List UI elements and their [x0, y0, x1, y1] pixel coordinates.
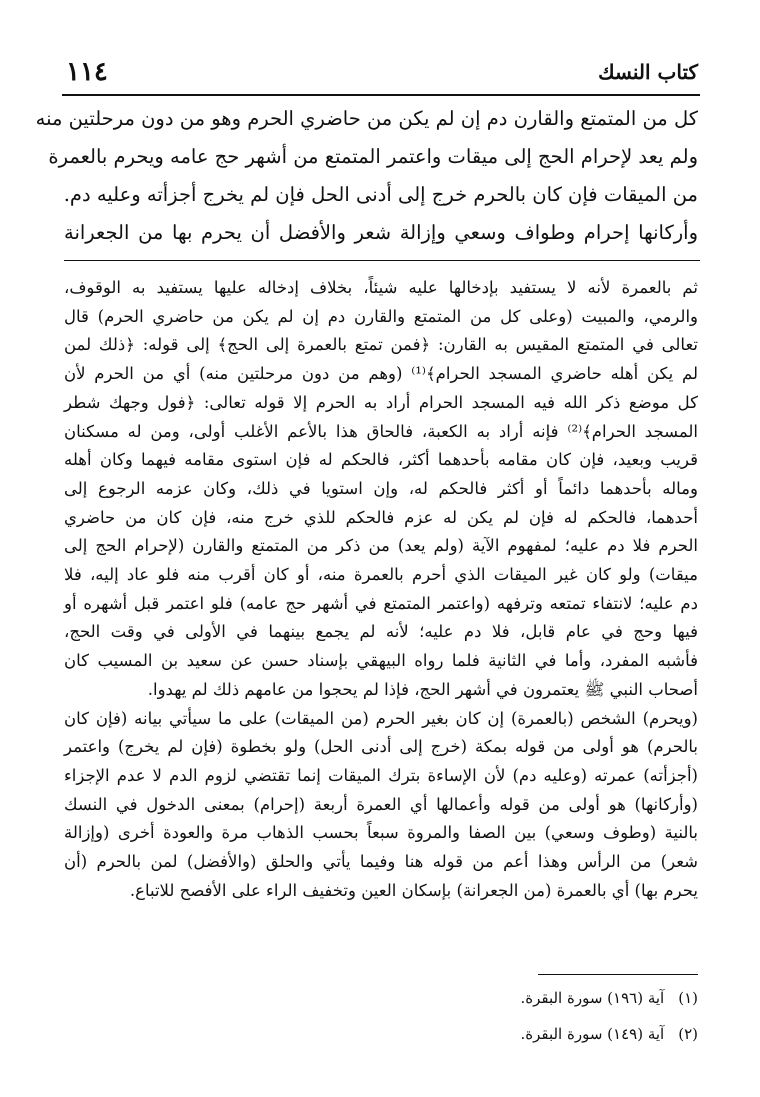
footnote-number: (٢) — [678, 1025, 698, 1043]
commentary-line: والرمي، والمبيت (وعلى كل من المتمتع والقارن دم إن لم يكن من حاضري الحرم) قال — [64, 306, 698, 326]
matn-line: من الميقات فإن كان بالحرم خرج إلى أدنى الحل فإن لم يخرج أجزأته وعليه دم. — [63, 183, 698, 206]
footnote-text: آية (١٤٩) سورة البقرة. — [520, 1025, 665, 1043]
footnote-rule — [538, 974, 698, 975]
commentary-line: أصحاب النبي ﷺ يعتمرون في أشهر الحج، فإذا لم يحجوا من عامهم ذلك لم يهدوا. — [147, 679, 698, 699]
commentary-line: (أجزأته) عمرته (وعليه دم) لأن الإساءة بترك الميقات إنما تقتضي لزوم الدم لا عدم الإجزاء — [64, 765, 698, 785]
commentary-line: بالحرم) هو أولى من قوله بمكة (خرج إلى أدنى الحل) ولو بخطوة (فإن لم يخرج) واعتمر — [64, 737, 698, 757]
commentary-line: فأشبه المفرد، وأما في الثانية فلما رواه البيهقي بإسناد حسن عن سعيد بن المسيب كان — [64, 651, 698, 671]
commentary-line: الحرم فلا دم عليه؛ لمفهوم الآية (ولم يعد) من ذكر من المتمتع والقارن (لإحرام الحج إلى — [64, 536, 698, 556]
matn-line: وأركانها إحرام وطواف وسعي وإزالة شعر والأفضل أن يحرم بها من الجعرانة — [64, 221, 698, 244]
commentary-line: قريب وبعيد، فإن كان مقامه بأحدهما أكثر، فالحكم له فإن استوى مقامه فيهما وكان أهله — [64, 450, 698, 470]
footnote-text: آية (١٩٦) سورة البقرة. — [520, 989, 665, 1007]
footnote-2 — [300, 1016, 698, 1052]
commentary-text — [64, 274, 698, 905]
footnote-1 — [300, 980, 698, 1016]
commentary-line: فيها وحج في عام قابل، فلا دم عليه؛ لأنه لم يجمع بينهما في الأولى في وقت الحج، — [64, 622, 698, 642]
commentary-line: (وأركانها) هو أولى من قوله وأعمالها أي العمرة أربعة (إحرام) بمعنى الدخول في النسك — [64, 794, 698, 814]
commentary-line: (ويحرم) الشخص (بالعمرة) إن كان بغير الحرم (من الميقات) على ما سيأتي بيانه (فإن كان — [64, 708, 698, 728]
commentary-line: أحدهما، فالحكم له فإن لم يكن له عزم فالحكم للذي خرج منه، فإن كان من حاضري — [64, 507, 698, 527]
footnotes — [300, 980, 698, 1052]
book-title: كتاب النسك — [598, 60, 698, 84]
matn-text — [35, 100, 698, 252]
commentary-line: يحرم بها) أي بالعمرة (من الجعرانة) بإسكان العين وتخفيف الراء على الأفصح للاتباع. — [129, 880, 698, 900]
matn-line: كل من المتمتع والقارن دم إن لم يكن من حاضري الحرم وهو من دون مرحلتين منه — [35, 107, 698, 130]
commentary-line: ثم بالعمرة لأنه لا يستفيد بإدخالها عليه شيئاً، بخلاف إدخاله عليها يستفيد به الوقوف، — [64, 278, 698, 297]
header-rule — [62, 94, 700, 96]
footnote-number: (١) — [678, 989, 698, 1007]
commentary-line: وماله بأحدهما دائماً أو أكثر فالحكم له، وإن استويا في ذلك، وكان عزمه الرجوع إلى — [64, 478, 698, 498]
commentary-line: المسجد الحرام﴾⁽²⁾ فإنه أراد به الكعبة، فالحاق هذا بالأعم الأغلب أولى، ومن له مسكنان — [64, 421, 698, 441]
section-divider — [64, 260, 700, 261]
commentary-line: شعر) من الرأس وهذا أعم من قوله هنا وفيما يأتي والحلق (والأفضل) لمن بالحرم (أن — [64, 852, 698, 872]
page-number: ١١٤ — [66, 57, 108, 87]
page-header — [66, 52, 698, 92]
commentary-line: لم يكن أهله حاضري المسجد الحرام﴾⁽¹⁾ (وهم من دون مرحلتين منه) أي من الحرم لأن — [64, 364, 699, 384]
commentary-line: ميقات) ولو كان غير الميقات الذي أحرم بالعمرة منه، أو كان أقرب منه فلو عاد إليه، فلا — [64, 565, 698, 585]
matn-line: ولم يعد لإحرام الحج إلى ميقات واعتمر المتمتع من أشهر حج عامه ويحرم بالعمرة — [48, 145, 698, 168]
commentary-line: دم عليه؛ لانتفاء تمتعه وترفهه (واعتمر المتمتع في أشهر حج عامه) فلو اعتمر قبل أشهره أو — [64, 593, 698, 613]
commentary-line: بالنية (وطوف وسعي) بين الصفا والمروة سبعاً بحسب الذهاب مرة والعودة أخرى (وإزالة — [64, 823, 698, 843]
commentary-line: كل موضع ذكر الله فيه المسجد الحرام أراد به الحرم إلا قوله تعالى: ﴿فول وجهك شطر — [64, 392, 698, 412]
commentary-line: تعالى في المتمتع المقيس به القارن: ﴿فمن تمتع بالعمرة إلى الحج﴾ إلى قوله: ﴿ذلك لمن — [64, 335, 698, 355]
